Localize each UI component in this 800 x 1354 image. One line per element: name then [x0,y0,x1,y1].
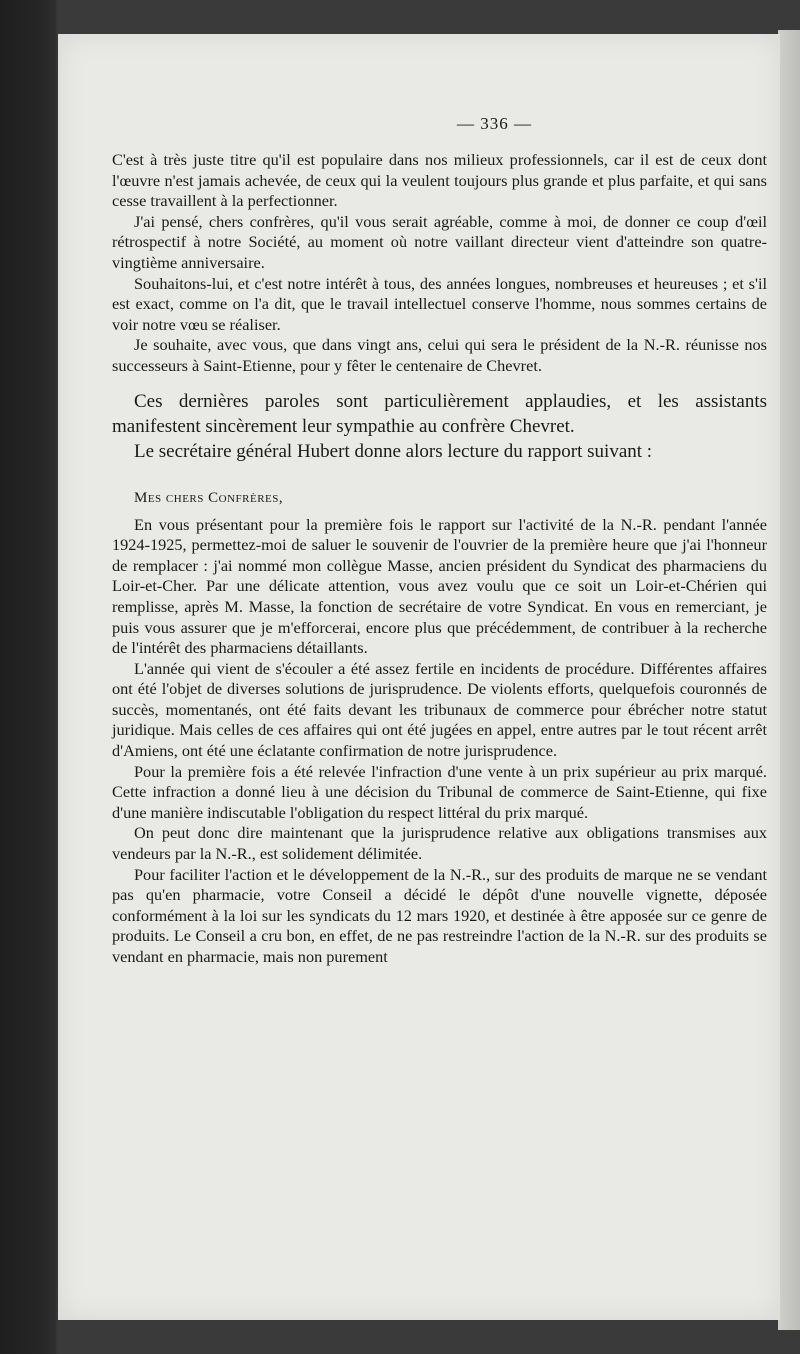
paragraph: En vous présentant pour la première fois le rapport sur l'activité de la N.-R. pendant l'année 1924-1925, permettez-moi de saluer le souvenir de l'ouvrier de la première heure que j'ai l'honneur de remplacer : j'ai nommé mon collègue Masse, ancien président du Syndicat des pharmaciens du Loir-et-Cher. Par une délicate attention, vous avez voulu que ce soit un Loir-et-Chérien qui remplisse, après M. Masse, la fonction de secrétaire de votre Syndicat. En vous en remerciant, je puis vous assurer que je m'efforcerai, encore plus que précédemment, de contribuer à la recherche de l'intérêt des pharmaciens détaillants. [112,514,767,658]
paragraph: Le secrétaire général Hubert donne alors lecture du rapport suivant : [134,440,653,462]
paragraph: Pour faciliter l'action et le développement de la N.-R., sur des produits de marque ne se vendant pas qu'en pharmacie, votre Conseil a décidé le dépôt d'une nouvelle vignette, déposée conformément à la loi sur les syndicats du 12 mars 1920, et destinée à être apposée sur ce genre de produits. Le Conseil a cru bon, en effet, de ne pas restreindre l'action de la N.-R. sur des produits se vendant en pharmacie, mais non purement [112,864,767,966]
intro-block [112,150,767,377]
paragraph: C'est à très juste titre qu'il est populaire dans nos milieux professionnels, car il est de ceux dont l'œuvre n'est jamais achevée, de ceux qui la veulent toujours plus grande et plus parfaite, et qui sans cesse travaillent à la perfectionner. [112,150,767,211]
narrative-block [112,389,767,464]
paragraph: J'ai pensé, chers confrères, qu'il vous serait agréable, comme à moi, de donner ce coup d'œil rétrospectif à notre Société, au moment où notre vaillant directeur vient d'atteindre son quatre-vingtième anniversaire. [112,211,767,272]
paragraph: Je souhaite, avec vous, que dans vingt ans, celui qui sera le président de la N.-R. réunisse nos successeurs à Saint-Etienne, pour y fêter le centenaire de Chevret. [112,335,767,375]
paragraph: Souhaitons-lui, et c'est notre intérêt à tous, des années longues, nombreuses et heureuses ; et s'il est exact, comme on l'a dit, que le travail intellectuel conserve l'homme, nous sommes certains de voir notre vœu se réaliser. [112,273,767,334]
paragraph: Pour la première fois a été relevée l'infraction d'une vente à un prix supérieur au prix marqué. Cette infraction a donné lieu à une décision du Tribunal de commerce de Saint-Etienne, qui fixe d'une manière indiscutable l'obligation du respect littéral du prix marqué. [112,761,767,822]
page-number: — 336 — [457,114,532,133]
paragraph: Ces dernières paroles sont particulièrement applaudies, et les assistants manifestent sincèrement leur sympathie au confrère Chevret. [112,390,767,437]
page-text [112,110,767,968]
page-edge [778,30,800,1330]
paragraph: L'année qui vient de s'écouler a été assez fertile en incidents de procédure. Différentes affaires ont été l'objet de diverses solutions de jurisprudence. De violents efforts, quelquefois couronnés de succès, momentanés, ont été faits devant les tribunaux de commerce pour ébrécher notre statut juridique. Mais celles de ces affaires qui ont été jugées en appel, entre autres par le tout récent arrêt d'Amiens, ont été une éclatante confirmation de notre jurisprudence. [112,658,767,761]
salutation: Mes chers Confrères, [134,489,284,506]
paragraph: On peut donc dire maintenant que la jurisprudence relative aux obligations transmises aux vendeurs par la N.-R., est solidement délimitée. [112,823,767,864]
report-block [112,515,767,968]
